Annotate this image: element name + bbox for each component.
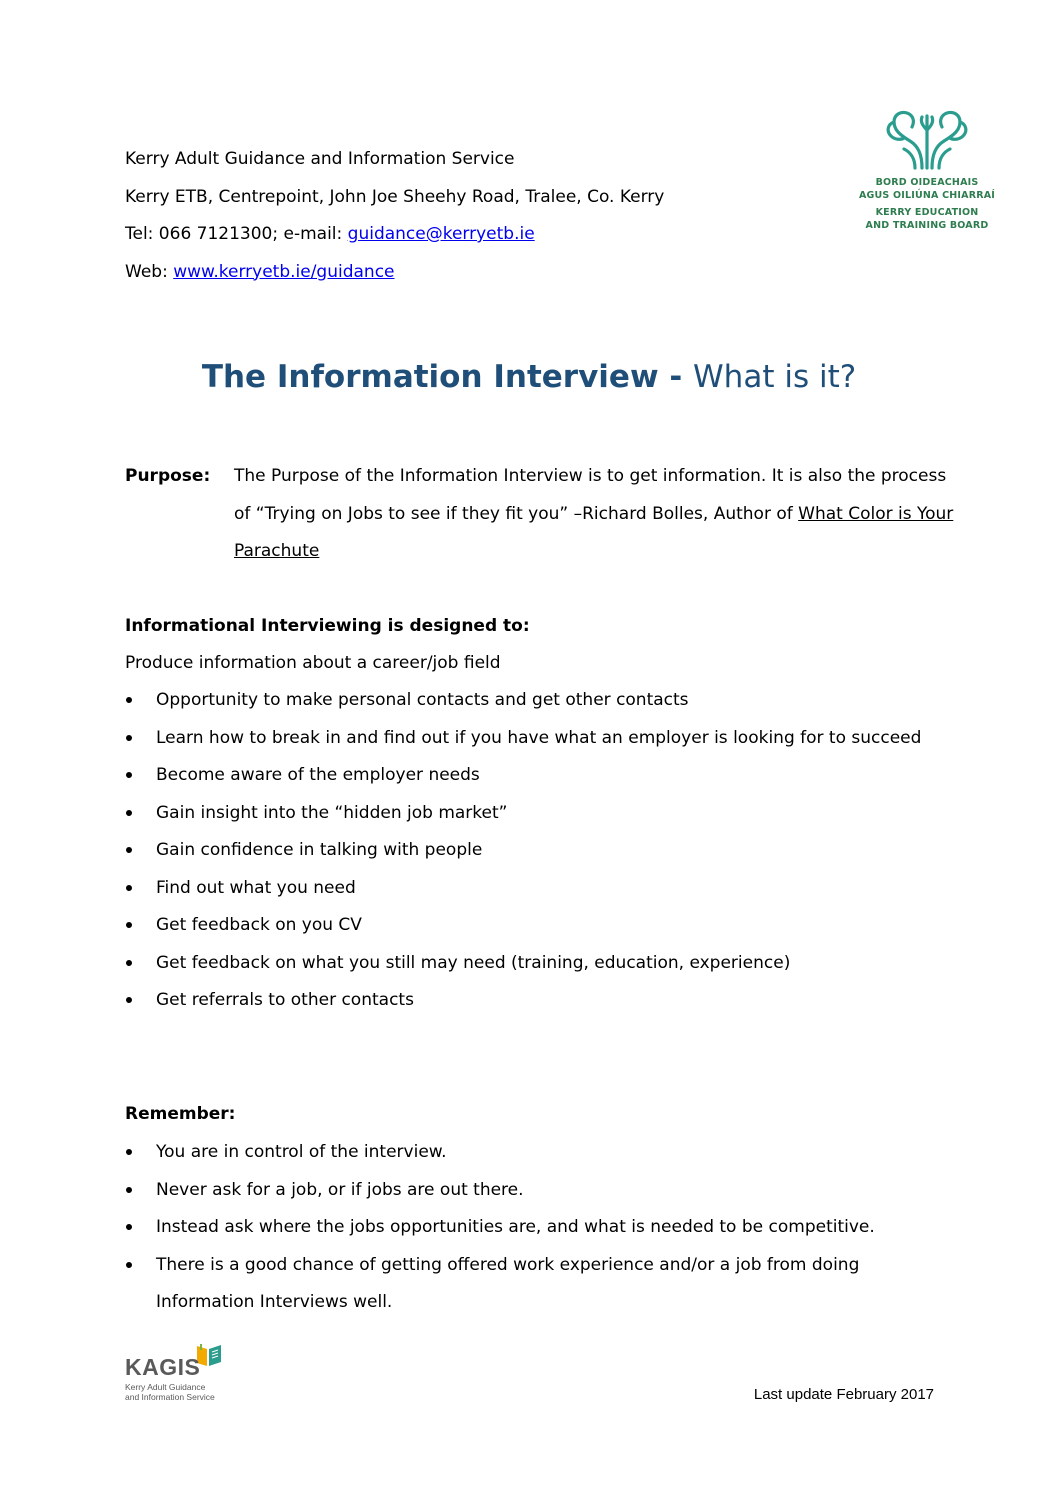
page-title bbox=[0, 352, 1058, 402]
designed-intro: Produce information about a career/job field bbox=[125, 653, 501, 673]
contact-header bbox=[125, 141, 765, 291]
list-item: Instead ask where the jobs opportunities are, and what is needed to be competitive. bbox=[125, 1209, 935, 1247]
logo-english-text: KERRY EDUCATION AND TRAINING BOARD bbox=[865, 207, 989, 231]
bullet-icon bbox=[126, 1149, 132, 1155]
list-item: Get referrals to other contacts bbox=[125, 982, 935, 1020]
list-item: Never ask for a job, or if jobs are out there. bbox=[125, 1172, 935, 1210]
list-item: Gain confidence in talking with people bbox=[125, 832, 935, 870]
designed-list bbox=[125, 682, 935, 1020]
remember-list bbox=[125, 1134, 935, 1322]
purpose-body: The Purpose of the Information Interview is to get information. It is also the process of “Trying on Jobs to see if they fit you” –Richard Bolles, Author of bbox=[234, 466, 947, 524]
email-link[interactable]: guidance@kerryetb.ie bbox=[347, 224, 535, 244]
list-item: Get feedback on what you still may need (training, education, experience) bbox=[125, 945, 935, 983]
logo-irish-text: BORD OIDEACHAIS AGUS OILIÚNA CHIARRAÍ bbox=[858, 177, 996, 201]
kerry-etb-emblem-icon bbox=[882, 108, 972, 170]
list-item: You are in control of the interview. bbox=[125, 1134, 935, 1172]
web-link[interactable]: www.kerryetb.ie/guidance bbox=[173, 261, 395, 282]
bullet-icon bbox=[126, 922, 132, 928]
bullet-icon bbox=[126, 1224, 132, 1230]
tel-email-line bbox=[125, 216, 765, 254]
title-normal: What is it? bbox=[693, 359, 857, 395]
org-name: Kerry Adult Guidance and Information Service bbox=[125, 149, 515, 169]
bullet-icon bbox=[126, 810, 132, 816]
bullet-icon bbox=[126, 885, 132, 891]
kagis-name: KAGIS bbox=[125, 1354, 201, 1380]
list-item: Learn how to break in and find out if you have what an employer is looking for to succeed bbox=[125, 720, 935, 758]
bullet-icon bbox=[126, 1187, 132, 1193]
purpose-label: Purpose: bbox=[125, 466, 211, 486]
list-item: Get feedback on you CV bbox=[125, 907, 935, 945]
kagis-logo bbox=[125, 1342, 255, 1412]
list-item: Gain insight into the “hidden job market” bbox=[125, 795, 935, 833]
list-item: Find out what you need bbox=[125, 870, 935, 908]
list-item: Opportunity to make personal contacts and get other contacts bbox=[125, 682, 935, 720]
remember-heading: Remember: bbox=[125, 1104, 236, 1124]
bullet-icon bbox=[126, 847, 132, 853]
list-item: Become aware of the employer needs bbox=[125, 757, 935, 795]
title-bold: The Information Interview bbox=[201, 359, 659, 395]
designed-heading: Informational Interviewing is designed to: bbox=[125, 616, 530, 636]
book-title: What Color is Your Parachute bbox=[234, 503, 954, 561]
web-prefix: Web: bbox=[125, 261, 174, 282]
list-item: There is a good chance of getting offered work experience and/or a job from doing Information Interviews well. bbox=[125, 1247, 935, 1322]
address: Kerry ETB, Centrepoint, John Joe Sheehy Road, Tralee, Co. Kerry bbox=[125, 186, 665, 207]
bullet-icon bbox=[126, 735, 132, 741]
bullet-icon bbox=[126, 960, 132, 966]
tel-prefix: Tel: 066 7121300; e-mail: bbox=[125, 224, 348, 244]
kagis-subtitle: Kerry Adult Guidance and Information Service bbox=[125, 1382, 215, 1402]
web-line bbox=[125, 254, 765, 292]
title-separator: - bbox=[658, 359, 694, 395]
bullet-icon bbox=[126, 1262, 132, 1268]
last-update: Last update February 2017 bbox=[753, 1386, 934, 1403]
bullet-icon bbox=[126, 772, 132, 778]
purpose-text bbox=[234, 458, 954, 571]
kerry-etb-logo bbox=[842, 108, 1012, 273]
bullet-icon bbox=[126, 697, 132, 703]
bullet-icon bbox=[126, 997, 132, 1003]
